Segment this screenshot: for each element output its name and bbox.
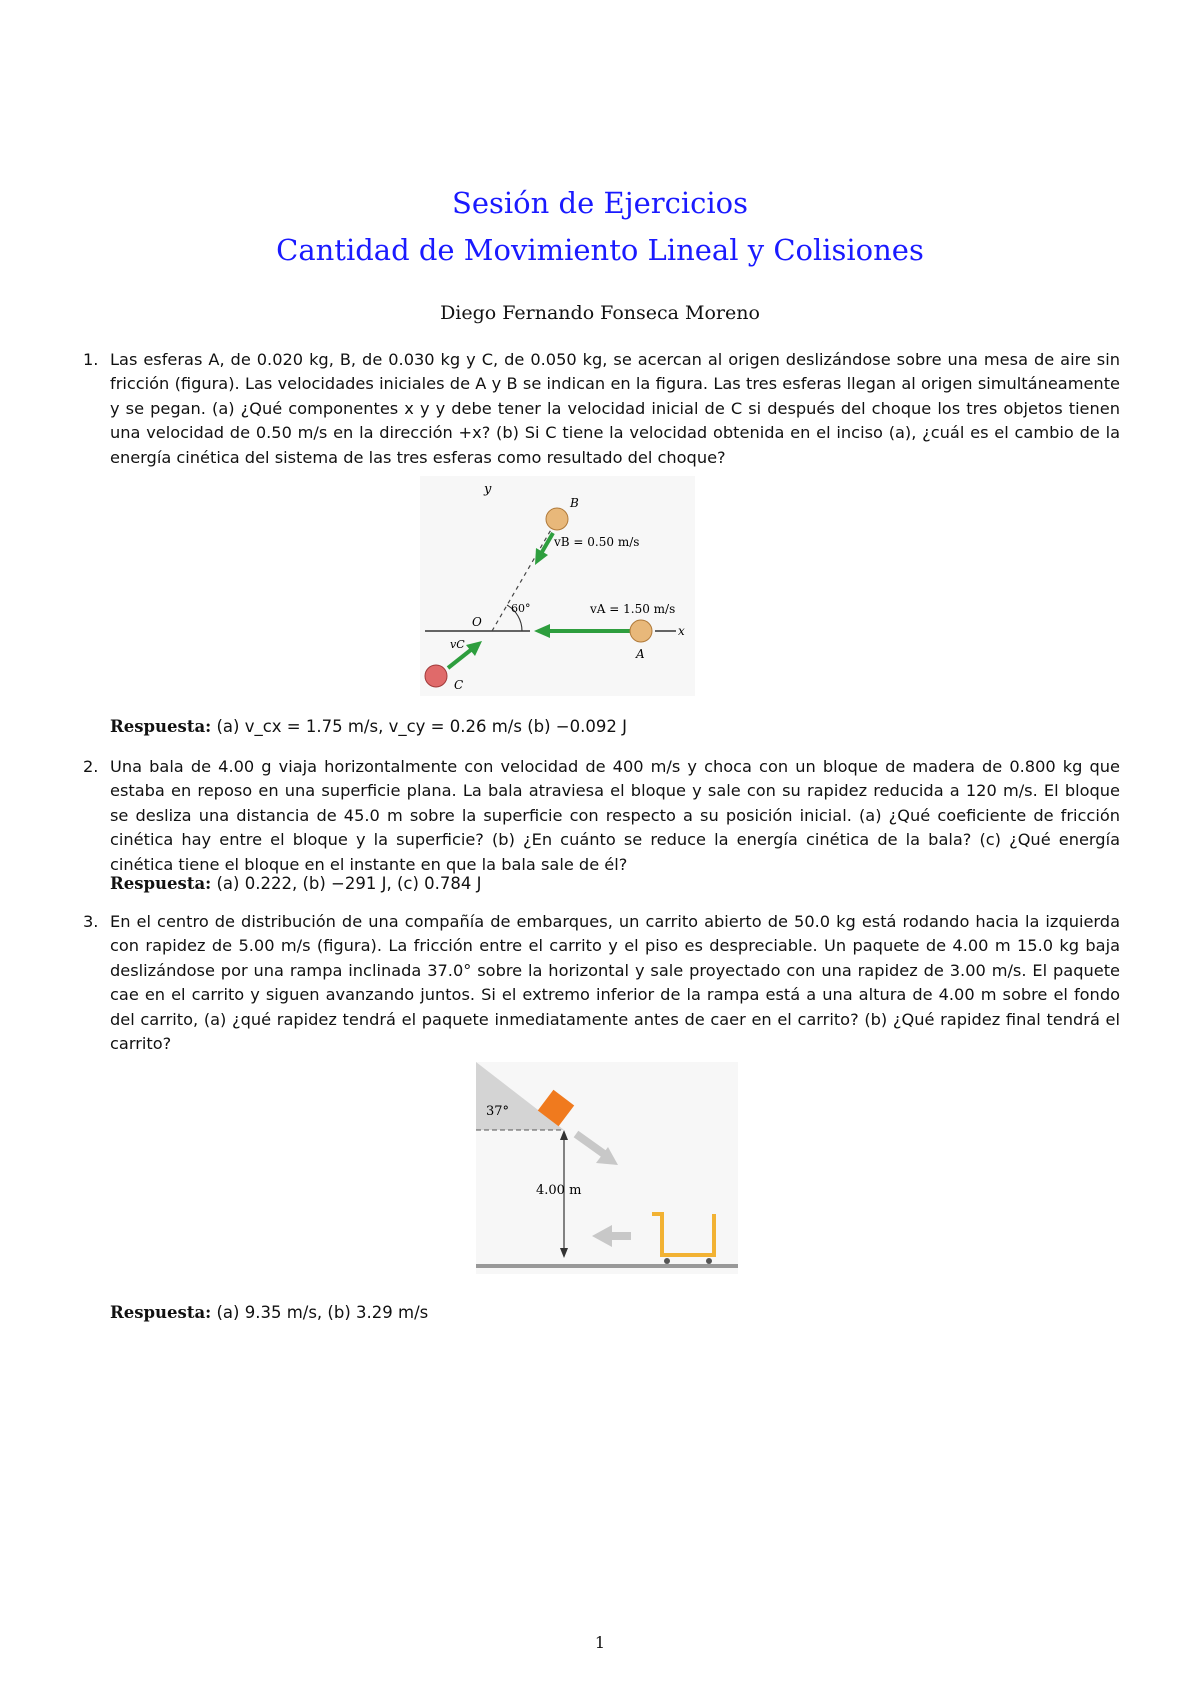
angle-label: 37° xyxy=(486,1104,510,1119)
author-name: Diego Fernando Fonseca Moreno xyxy=(440,302,760,324)
answer-2 xyxy=(110,874,482,893)
problem-3 xyxy=(83,910,1120,1056)
angle-label: 60° xyxy=(511,602,531,615)
answer-text: (a) 9.35 m/s, (b) 3.29 m/s xyxy=(216,1303,429,1322)
height-label: 4.00 m xyxy=(536,1183,582,1198)
answer-text: (a) 0.222, (b) −291 J, (c) 0.784 J xyxy=(216,874,482,893)
problem-text: En el centro de distribución de una compañía de embarques, un carrito abierto de 50.0 kg está rodando hacia la izquierda con rapidez de 5.00 m/s (figura). La fricción entre el carrito y el piso es despreciable. Un paquete de 4.00 m 15.0 kg baja deslizándose por una rampa inclinada 37.0° sobre la horizontal y sale proyectado con una rapidez de 3.00 m/s. El paquete cae en el carrito y siguen avanzando juntos. Si el extremo inferior de la rampa está a una altura de 4.00 m sobre el fondo del carrito, (a) ¿qué rapidez tendrá el paquete inmediatamente antes de caer en el carrito? (b) ¿Qué rapidez final tendrá el carrito? xyxy=(110,912,1120,1054)
answer-3 xyxy=(110,1303,428,1322)
floor xyxy=(476,1264,738,1268)
problem-text: Una bala de 4.00 g viaja horizontalmente con velocidad de 400 m/s y choca con un bloque de madera de 0.800 kg que estaba en reposo en una superficie plana. La bala atraviesa el bloque y sale con su rapidez reducida a 120 m/s. El bloque se desliza una distancia de 45.0 m sobre la superficie con respecto a su posición inicial. (a) ¿Qué coeficiente de fricción cinética hay entre el bloque y la superficie? (b) ¿En cuánto se reduce la energía cinética de la bala? (c) ¿Qué energía cinética tiene el bloque en el instante en que la bala sale de él? xyxy=(110,757,1120,874)
problem-number: 3. xyxy=(83,912,99,931)
document-title: Sesión de Ejercicios xyxy=(451,186,749,220)
figure-ramp-cart xyxy=(476,1062,738,1274)
problem-number: 1. xyxy=(83,350,99,369)
sphere-b xyxy=(546,508,568,530)
sphere-a-label: A xyxy=(636,647,645,661)
problem-2 xyxy=(83,755,1120,877)
figure-spheres-collision xyxy=(420,476,695,696)
answer-label: Respuesta: xyxy=(110,717,212,736)
problem-1 xyxy=(83,348,1120,470)
sphere-c xyxy=(425,665,447,687)
origin-label: O xyxy=(472,615,482,629)
vb-label: vB = 0.50 m/s xyxy=(554,535,640,549)
y-axis-label: y xyxy=(484,482,492,497)
answer-label: Respuesta: xyxy=(110,874,212,893)
sphere-a xyxy=(630,620,652,642)
x-axis-label: x xyxy=(678,624,685,638)
answer-text: (a) v_cx = 1.75 m/s, v_cy = 0.26 m/s (b) −0.092 J xyxy=(216,717,627,736)
problem-text: Las esferas A, de 0.020 kg, B, de 0.030 kg y C, de 0.050 kg, se acercan al origen deslizándose sobre una mesa de aire sin fricción (figura). Las velocidades iniciales de A y B se indican en la figura. Las tres esferas llegan al origen simultáneamente y se pegan. (a) ¿Qué componentes x y y debe tener la velocidad inicial de C si después del choque los tres objetos tienen una velocidad de 0.50 m/s en la dirección +x? (b) Si C tiene la velocidad obtenida en el inciso (a), ¿cuál es el cambio de la energía cinética del sistema de las tres esferas como resultado del choque? xyxy=(110,350,1120,467)
answer-label: Respuesta: xyxy=(110,1303,212,1322)
sphere-c-label: C xyxy=(454,678,464,692)
answer-1 xyxy=(110,717,627,736)
document-subtitle: Cantidad de Movimiento Lineal y Colisiones xyxy=(276,233,924,267)
problem-number: 2. xyxy=(83,757,99,776)
page-number: 1 xyxy=(594,1633,606,1652)
sphere-b-label: B xyxy=(570,496,579,510)
va-label: vA = 1.50 m/s xyxy=(590,602,676,616)
vc-label: vC xyxy=(450,638,465,651)
